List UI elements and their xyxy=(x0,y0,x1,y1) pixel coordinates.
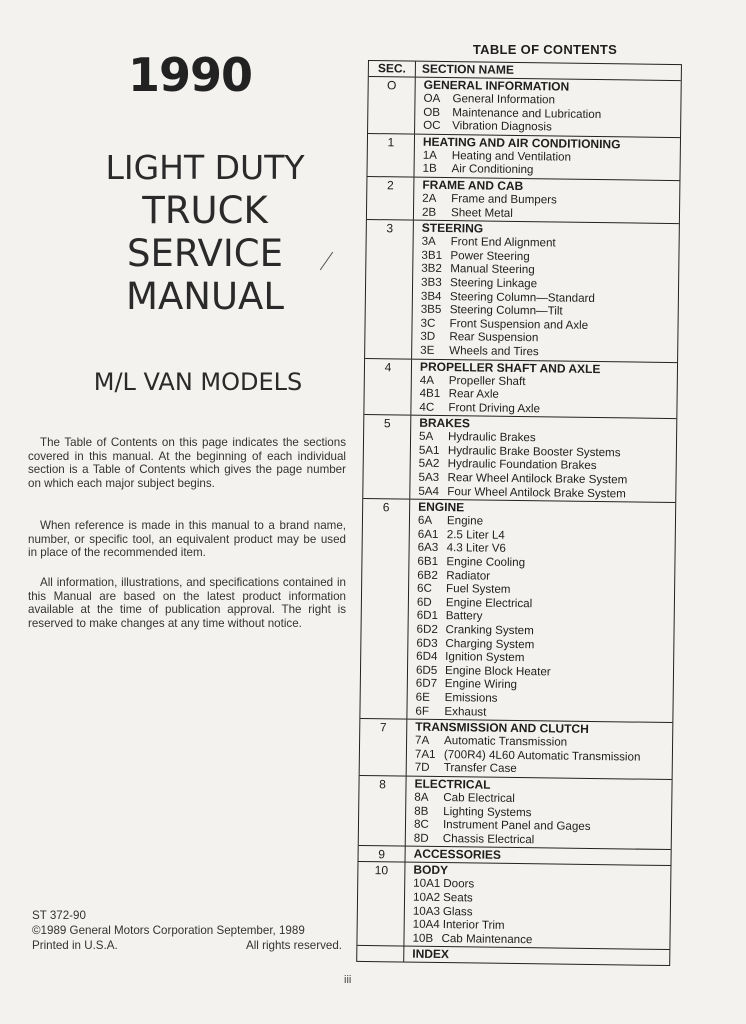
subsection-title: Doors xyxy=(443,877,475,891)
subsection-code: 6A3 xyxy=(417,541,439,555)
title-line-2: TRUCK xyxy=(142,189,268,232)
intro-paragraph: The Table of Contents on this page indicates the sections covered in this manual. At the beginning of each individual section is a Table of Contents which gives the page number on which each major subject begins. xyxy=(28,436,346,490)
subsection-code: 3E xyxy=(420,343,435,357)
subsection-code: OA xyxy=(423,91,441,105)
section-content xyxy=(414,134,680,180)
subsection-title: Steering Column—Tilt xyxy=(449,303,563,318)
subsection-title: Air Conditioning xyxy=(451,162,534,177)
subsection-title: 2.5 Liter L4 xyxy=(446,527,505,542)
section-number: 8 xyxy=(359,776,407,846)
subsection-code: 3A xyxy=(421,234,436,249)
subsection-title: Manual Steering xyxy=(450,262,535,277)
section-number: 10 xyxy=(357,862,405,946)
subsection-code: 10B xyxy=(412,931,434,945)
subsection-title: Cab Maintenance xyxy=(441,931,533,946)
subsection-title: Vibration Diagnosis xyxy=(452,119,552,134)
subsection-item xyxy=(412,931,669,948)
section-name: PROPELLER SHAFT AND AXLE xyxy=(419,359,601,376)
toc-table xyxy=(356,60,682,966)
subsection-title: Engine Block Heater xyxy=(444,663,551,679)
section-name: ENGINE xyxy=(418,499,465,515)
subsection-code: 6F xyxy=(415,704,430,718)
subsection-title: Rear Axle xyxy=(448,387,499,401)
subsection-title: Transfer Case xyxy=(443,761,517,776)
subsection-title: Power Steering xyxy=(450,248,530,263)
subsection-code: 6A xyxy=(417,513,433,528)
section-name: INDEX xyxy=(412,946,450,962)
section-content xyxy=(412,221,679,362)
section-name: TRANSMISSION AND CLUTCH xyxy=(415,719,589,737)
section-content xyxy=(411,359,677,418)
toc-section-row xyxy=(368,77,681,138)
section-content xyxy=(407,720,673,779)
rights-paragraph: All information, illustrations, and specifications contained in this Manual are based on the latest product information available at the time of publication approval. The right is reserved to make changes at any time without notice. xyxy=(28,576,346,630)
subsection-title: Front End Alignment xyxy=(450,235,556,250)
section-number xyxy=(357,946,404,962)
subsection-title: Engine Wiring xyxy=(444,677,518,692)
subsection-code: 3B2 xyxy=(421,262,442,276)
title-line-3: SERVICE xyxy=(127,232,283,275)
toc-title: TABLE OF CONTENTS xyxy=(472,42,618,57)
subsection-title: Charging System xyxy=(445,636,535,651)
section-name: BRAKES xyxy=(419,415,471,431)
subsection-item xyxy=(422,205,679,222)
publication-footer xyxy=(32,908,342,953)
subsection-code: 3D xyxy=(420,330,436,344)
subsection-title: Hydraulic Brake Booster Systems xyxy=(447,443,621,460)
section-name: ACCESSORIES xyxy=(413,846,502,863)
section-content xyxy=(410,416,676,502)
subsection-code: 6D1 xyxy=(416,609,439,623)
subsection-item xyxy=(420,344,677,361)
section-content xyxy=(414,178,680,224)
subsection-code: 6D3 xyxy=(416,636,438,650)
subsection-title: Engine Electrical xyxy=(445,595,533,611)
toc-section-row xyxy=(365,220,679,362)
subsection-code: 5A3 xyxy=(418,470,440,485)
subsection-title: Hydraulic Foundation Brakes xyxy=(447,457,597,473)
subsection-title: Maintenance and Lubrication xyxy=(452,105,602,121)
section-name: BODY xyxy=(413,862,449,878)
subsection-title: Steering Column—Standard xyxy=(449,289,596,305)
section-content xyxy=(415,78,681,137)
section-number: 6 xyxy=(360,499,410,719)
subsection-code: 6D5 xyxy=(415,663,438,677)
reference-paragraph: When reference is made in this manual to a brand name, number, or specific tool, an equivalent product may be used in place of the recommended item. xyxy=(28,519,346,560)
subsection-code: 1B xyxy=(422,162,437,176)
subsection-code: 6D7 xyxy=(415,677,438,691)
subsection-code: 8D xyxy=(413,831,429,845)
section-number: 3 xyxy=(365,220,414,358)
subsection-code: 6B1 xyxy=(417,554,439,568)
subsection-code: 2B xyxy=(421,205,437,219)
section-content xyxy=(404,947,669,965)
section-content xyxy=(406,777,672,850)
toc-section-row xyxy=(357,862,670,950)
subsection-title: Chassis Electrical xyxy=(442,831,535,846)
subsection-title: Instrument Panel and Gages xyxy=(442,818,591,834)
subsection-title: Cranking System xyxy=(445,623,534,638)
subsection-code: 5A2 xyxy=(418,457,440,471)
subsection-title: Four Wheel Antilock Brake System xyxy=(447,484,626,501)
subsection-code: 6D xyxy=(416,595,432,609)
subsection-title: Engine Cooling xyxy=(446,555,526,570)
rights-line: All rights reserved. xyxy=(245,939,342,952)
subsection-code: 6E xyxy=(415,690,430,704)
subsection-title: Front Driving Axle xyxy=(448,400,541,415)
title-line-4: MANUAL xyxy=(126,275,284,318)
section-number: 4 xyxy=(364,358,412,414)
subsection-title: Rear Suspension xyxy=(449,330,539,345)
subsection-code: 10A3 xyxy=(412,904,441,918)
subsection-code: 1A xyxy=(422,148,438,162)
title-line-1: LIGHT DUTY xyxy=(105,148,305,187)
section-number: 5 xyxy=(363,415,411,499)
manual-year: 1990 xyxy=(127,48,253,102)
subsection-item xyxy=(419,400,676,417)
toc-section-row xyxy=(360,499,675,723)
subsection-item xyxy=(414,831,671,848)
section-number: 1 xyxy=(367,134,415,177)
subsection-code: 6D4 xyxy=(416,649,438,664)
subsection-code: 4B1 xyxy=(419,386,441,401)
subsection-title: Seats xyxy=(443,890,473,905)
section-name: FRAME AND CAB xyxy=(422,177,524,194)
subsection-code: 3B4 xyxy=(420,289,442,303)
subsection-code: 5A1 xyxy=(418,443,440,457)
subsection-code: 8A xyxy=(414,790,429,804)
subsection-code: 5A xyxy=(418,429,434,444)
subsection-code: 10A2 xyxy=(412,890,441,904)
subsection-title: Hydraulic Brakes xyxy=(447,430,536,445)
subsection-title: Front Suspension and Axle xyxy=(449,316,589,332)
subsection-code: 4C xyxy=(419,400,435,414)
subsection-item xyxy=(423,119,680,136)
section-content xyxy=(407,500,675,722)
subsection-code: 3C xyxy=(420,316,436,330)
subsection-item xyxy=(422,162,679,179)
subsection-item xyxy=(415,704,672,721)
subsection-title: Heating and Ventilation xyxy=(451,148,572,164)
subsection-title: Frame and Bumpers xyxy=(451,192,557,207)
subsection-title: Battery xyxy=(445,609,483,623)
printed-line: Printed in U.S.A. xyxy=(32,939,118,952)
subsection-code: 4A xyxy=(419,373,435,387)
subsection-code: 10A4 xyxy=(412,917,440,932)
subsection-code: OC xyxy=(423,118,441,133)
subsection-title: (700R4) 4L60 Automatic Transmission xyxy=(443,747,641,764)
subsection-title: Glass xyxy=(442,904,473,918)
subsection-title: Emissions xyxy=(444,691,498,705)
subsection-title: Exhaust xyxy=(444,704,487,719)
subsection-title: Interior Trim xyxy=(442,918,505,932)
subsection-code: 3B1 xyxy=(421,248,443,262)
subsection-item xyxy=(418,484,675,501)
subsection-title: Cab Electrical xyxy=(443,790,515,805)
toc-section-row xyxy=(363,415,676,503)
subsection-code: OB xyxy=(423,105,441,119)
subsection-title: Ignition System xyxy=(445,650,525,665)
subsection-code: 8B xyxy=(414,804,429,818)
subsection-code: 6C xyxy=(417,581,432,596)
toc-section-row xyxy=(367,134,680,181)
toc-section-row xyxy=(367,177,680,224)
subsection-code: 7A xyxy=(415,733,430,748)
toc-section-row xyxy=(359,776,672,850)
section-number: 9 xyxy=(359,846,406,862)
subsection-code: 5A4 xyxy=(418,484,440,498)
toc-section-row xyxy=(357,946,669,965)
subsection-title: Radiator xyxy=(446,568,491,583)
subsection-code: 6A1 xyxy=(417,527,439,541)
subsection-code: 10A1 xyxy=(413,876,441,891)
section-content xyxy=(404,863,670,949)
subsection-code: 3B3 xyxy=(421,275,442,289)
subsection-code: 6B2 xyxy=(417,568,438,582)
section-number: 7 xyxy=(360,719,408,775)
models-heading: M/L VAN MODELS xyxy=(93,368,303,396)
subsection-title: Propeller Shaft xyxy=(448,373,526,388)
subsection-title: Rear Wheel Antilock Brake System xyxy=(447,471,628,487)
subsection-title: 4.3 Liter V6 xyxy=(446,541,506,556)
page-number: iii xyxy=(344,974,352,986)
section-name: HEATING AND AIR CONDITIONING xyxy=(422,134,621,152)
subsection-code: 8C xyxy=(413,817,429,831)
subsection-title: General Information xyxy=(452,92,556,107)
toc-header-sec: SEC. xyxy=(369,61,416,77)
subsection-title: Automatic Transmission xyxy=(444,734,568,749)
section-name: STEERING xyxy=(421,220,484,236)
toc-section-row xyxy=(364,358,677,419)
section-name: GENERAL INFORMATION xyxy=(423,77,570,94)
subsection-title: Fuel System xyxy=(446,582,511,597)
section-name: ELECTRICAL xyxy=(414,776,491,792)
subsection-code: 7A1 xyxy=(414,747,436,761)
subsection-code: 3B5 xyxy=(420,302,442,317)
subsection-title: Lighting Systems xyxy=(443,804,532,819)
copyright-line: ©1989 General Motors Corporation September, 1989 xyxy=(32,924,305,937)
subsection-code: 7D xyxy=(414,761,430,775)
toc-section-row xyxy=(360,719,673,780)
section-number: O xyxy=(368,77,416,133)
section-number: 2 xyxy=(367,177,415,220)
subsection-title: Steering Linkage xyxy=(450,276,538,291)
manual-title xyxy=(70,146,340,318)
subsection-title: Engine xyxy=(446,514,484,528)
subsection-title: Wheels and Tires xyxy=(449,343,539,359)
subsection-title: Sheet Metal xyxy=(450,205,513,220)
publication-code: ST 372-90 xyxy=(32,909,86,922)
subsection-code: 2A xyxy=(422,191,437,205)
toc-header-name: SECTION NAME xyxy=(421,61,514,77)
subsection-code: 6D2 xyxy=(416,622,438,636)
